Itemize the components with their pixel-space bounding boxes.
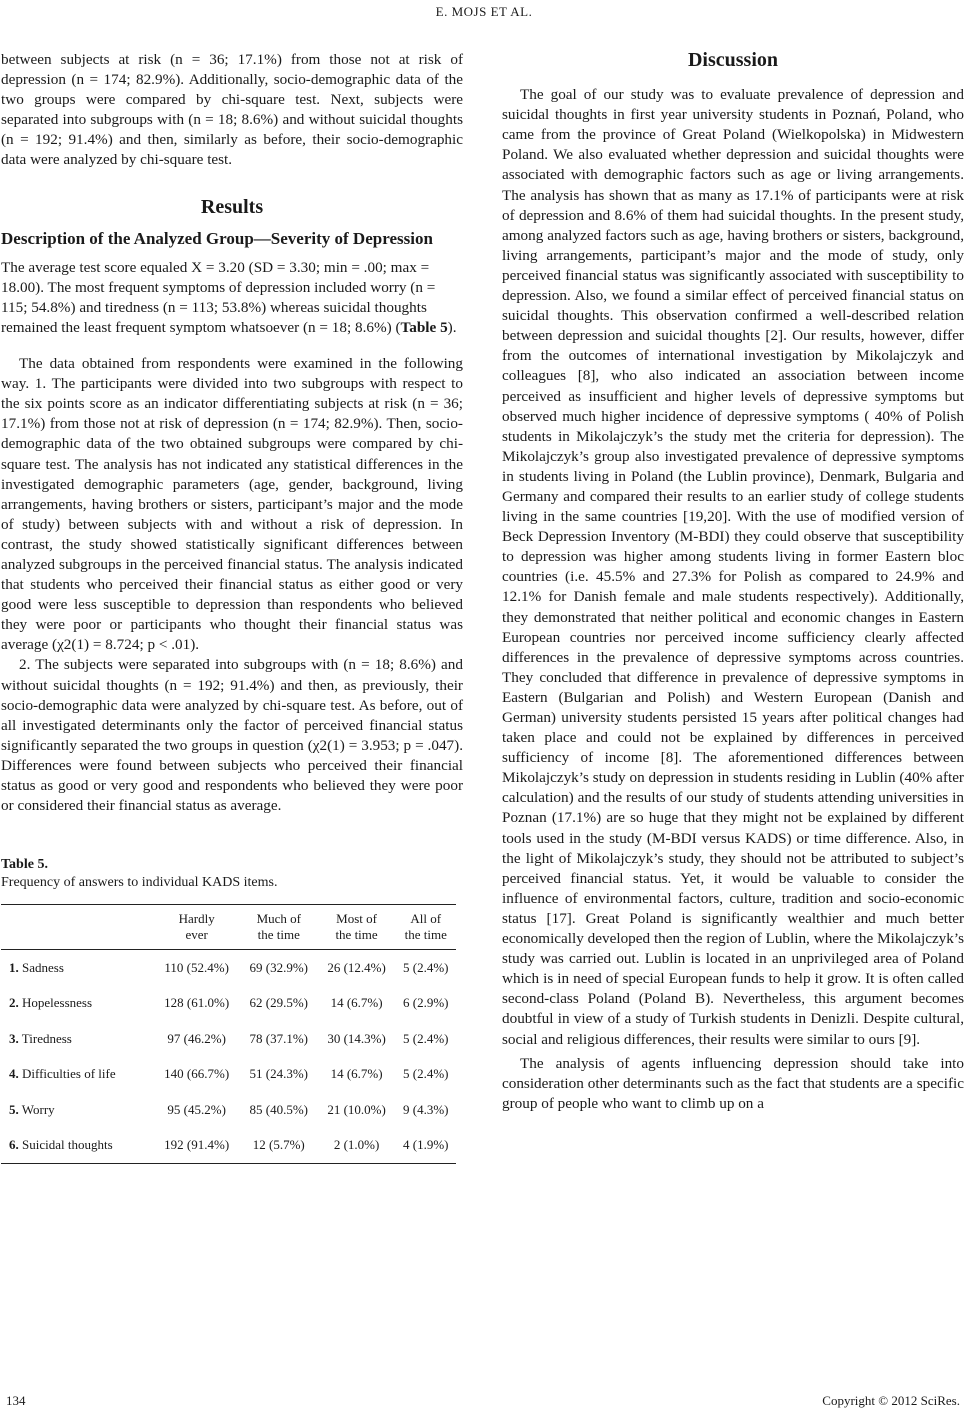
kads-table (1, 904, 456, 1164)
table-row (1, 1021, 456, 1057)
value-cell-hardly: 140 (66.7%) (164, 1066, 230, 1082)
table-row (1, 1057, 456, 1093)
item-number: 5. (9, 1101, 19, 1117)
item-label: Hopelessness (22, 995, 93, 1011)
item-number: 2. (9, 995, 19, 1011)
value-cell-most: 14 (6.7%) (330, 995, 383, 1011)
header-line-2: the time (335, 927, 378, 943)
item-cell (1, 1128, 153, 1164)
table-row (1, 950, 456, 986)
score-text: The average test score equaled X = 3.20 (SD = 3.30; min = .00; max = 18.00). The most frequent symptoms of depression included worry (n = 115; 54.8%) and tiredness (n = 113; 53.8%) whereas suicidal thoughts remained the least frequent symptom whatsoever (n = 18; 8.6%) ( (1, 258, 436, 336)
header-line-2: ever (185, 927, 208, 943)
item-label: Worry (21, 1101, 55, 1117)
value-cell-all: 5 (2.4%) (402, 1030, 449, 1046)
item-cell (1, 1021, 153, 1057)
header-line-2: the time (404, 927, 447, 943)
value-cell-all: 5 (2.4%) (402, 1066, 449, 1082)
item-cell (1, 986, 153, 1022)
item-cell (1, 1092, 153, 1128)
score-text-end: ). (447, 318, 457, 336)
value-cell-most: 14 (6.7%) (330, 1066, 383, 1082)
left-column (1, 50, 463, 1164)
right-column (502, 50, 964, 1114)
table-caption: Frequency of answers to individual KADS items. (1, 875, 278, 891)
table-header-cell (395, 905, 456, 950)
subsection-heading: Description of the Analyzed Group—Severity of Depression (1, 228, 433, 248)
page-number: 134 (6, 1393, 26, 1408)
item-label: Suicidal thoughts (22, 1137, 113, 1153)
header-line-1: Hardly (178, 911, 215, 927)
table-row (1, 986, 456, 1022)
discussion-paragraph-2: The analysis of agents influencing depression should take into consideration other determinants such as the fact that students are a specific group of people who want to climb up on a (502, 1054, 964, 1112)
item-cell (1, 950, 153, 986)
data-paragraph-1: The data obtained from respondents were examined in the following way. 1. The participants were divided into two subgroups with respect to the six points score as an indicator differentiating subjects at risk (n = 36; 17.1%) from those not at risk of depression (n = 174; 82.9%). Then, socio-demographic data of the two obtained subgroups were compared by chi-square test. The analysis has not indicated any statistical differences in the investigated demographic parameters (age, gender, background, living arrangements, having brothers or sisters, participant’s major and the mode of study) between subjects with and without a risk of depression. In contrast, the study showed statistically significant differences between analyzed subgroups in the perceived financial status. The analysis indicated that students who perceived their financial status as either good or very good were less susceptible to depression than respondents who believed they were poor or participants who thought their financial status was average (χ2(1) = 8.724; p < .01). (1, 355, 463, 654)
value-cell-hardly: 97 (46.2%) (167, 1030, 226, 1046)
value-cell-much: 69 (32.9%) (249, 959, 309, 975)
item-number: 3. (9, 1030, 19, 1046)
item-number: 4. (9, 1066, 19, 1082)
header-line-1: All of (410, 911, 442, 927)
table-header-cell (153, 905, 239, 950)
score-paragraph (1, 258, 463, 338)
value-cell-much: 62 (29.5%) (249, 995, 309, 1011)
value-cell-most: 26 (12.4%) (327, 959, 386, 975)
value-cell-all: 6 (2.9%) (402, 995, 449, 1011)
running-head: E. MOJS ET AL. (435, 4, 533, 19)
header-line-1: Much of (256, 911, 301, 927)
intro-paragraph: between subjects at risk (n = 36; 17.1%) from those not at risk of depression (n = 174; 82.9%). Additionally, socio-demographic data of the two groups were compared by chi-square test. Next, subjects were separated into subgroups with (n = 18; 8.6%) and without suicidal thoughts (n = 192; 91.4%) and then, similarly as before, their socio-demographic data were analyzed by chi-square test. (1, 51, 463, 169)
value-cell-all: 5 (2.4%) (402, 959, 449, 975)
value-cell-hardly: 192 (91.4%) (153, 1128, 239, 1164)
value-cell-much: 78 (37.1%) (249, 1030, 309, 1046)
table-header-cell (318, 905, 396, 950)
results-heading: Results (200, 195, 264, 218)
value-cell-all: 9 (4.3%) (402, 1101, 449, 1117)
header-line-1: Most of (336, 911, 377, 927)
table-header-cell (1, 905, 153, 950)
copyright: Copyright © 2012 SciRes. (822, 1393, 960, 1408)
item-number: 6. (9, 1137, 19, 1153)
table-label: Table 5. (1, 857, 48, 873)
table-row (1, 1128, 456, 1164)
table-header-row (1, 905, 456, 950)
value-cell-hardly: 95 (45.2%) (167, 1101, 226, 1117)
discussion-paragraph-1: The goal of our study was to evaluate prevalence of depression and suicidal thoughts in first year university students in Poznań, Poland, who came from the province of Great Poland (Wielkopolska) in Midwestern Poland. We also evaluated whether depression and suicidal thoughts were associated with demographic factors such as age or living arrangements. The analysis has shown that as many as 17.1% of participants were at risk of depression and 8.6% of them had suicidal thoughts. In the present study, among analyzed factors such as age, having brothers or sisters, background, living arrangements, participant’s major and the mode of study, only perceived financial status was significantly associated with susceptibility to depression. Also, we found a similar effect of perceived financial status on suicidal thoughts. This observation confirmed a well-described relation between depression and suicidal thoughts [2]. Our results, however, differ from the outcomes of international investigation by Mikolajczyk and colleagues [8], who also indicated an association between income perceived as insufficient and higher levels of depressive symptoms but observed much higher incidence of depressive symptoms ( 40% of Polish students in Mikolajczyk’s the study met the criteria for depression). The Mikolajczyk’s group also investigated prevalence of depressive symptoms in students living in Poland (the Lublin province), Denmark, Bulgaria and Germany and compared their results to an earlier study of college students living in the same countries [19,20]. With the use of modified version of Beck Depression Inventory (M-BDI) they could observe that susceptibility to depression was higher among students living in former Eastern bloc countries (i.e. 45.5% and 27.3% for Polish as compared to 24.9% and 12.1% for Danish female and male students respectively). Additionally, they demonstrated that neither political and economic changes in Eastern European countries nor perceived income sufficiency clearly affected differences in the prevalence of depressive symptoms across countries. They concluded that difference in prevalence of depressive symptoms in Eastern (Bulgarian and Polish) and Western European (Danish and German) university students persisted 15 years after political changes had taken place and could not be explained by differences in perceived sufficiency of income [8]. The aforementioned differences between Mikolajczyk’s study on depression in students residing in Lublin (40% after calculation) and the results of our study of students attending universities in Poznan (17.1%) are so huge that they might not be explained by different tools used in the study (M-BDI versus KADS) or time difference. Also, in the light of Mikolajczyk’s study, they should not be attributed to subject’s perceived financial status. Yet, it would be valuable to consider the influence of environmental factors, culture, tradition and socio-economic status [17]. Great Poland is significantly wealthier and much better economically developed then the region of Lublin, where the Mikolajczyk’s study was carried out. Lublin is located in an unprivileged area of Poland which is in need of special European funds to help it grow. It is often called second-class Poland (Poland B). Nevertheless, this argument becomes doubtful in view of a study of Turkish students in Denizli. Despite cultural, social and religious differences, their results were similar to ours [9]. (502, 86, 964, 1048)
value-cell-much: 51 (24.3%) (249, 1066, 309, 1082)
table-header-cell (240, 905, 318, 950)
value-cell-most: 2 (1.0%) (318, 1128, 396, 1164)
value-cell-much: 12 (5.7%) (240, 1128, 318, 1164)
item-label: Sadness (22, 959, 64, 975)
item-cell (1, 1057, 153, 1093)
discussion-heading: Discussion (687, 49, 779, 71)
header-line-2: the time (257, 927, 300, 943)
value-cell-hardly: 128 (61.0%) (164, 995, 230, 1011)
item-label: Tiredness (21, 1030, 72, 1046)
value-cell-much: 85 (40.5%) (249, 1101, 309, 1117)
value-cell-hardly: 110 (52.4%) (164, 959, 229, 975)
item-number: 1. (9, 959, 19, 975)
table-row (1, 1092, 456, 1128)
value-cell-most: 30 (14.3%) (327, 1030, 386, 1046)
value-cell-all: 4 (1.9%) (395, 1128, 456, 1164)
table-ref: Table 5 (400, 318, 448, 336)
item-label: Difficulties of life (22, 1066, 116, 1082)
data-paragraph-2: 2. The subjects were separated into subgroups with (n = 18; 8.6%) and without suicidal thoughts (n = 192; 91.4%) and then, as previously, their socio-demographic data were analyzed by chi-square test. As before, out of all investigated determinants only the factor of perceived financial status significantly separated the two groups in question (χ2(1) = 3.953; p = .047). Differences were found between subjects who perceived their financial status as good or very good and respondents who believed they were poor or considered their financial status as average. (1, 656, 463, 815)
value-cell-most: 21 (10.0%) (327, 1101, 386, 1117)
